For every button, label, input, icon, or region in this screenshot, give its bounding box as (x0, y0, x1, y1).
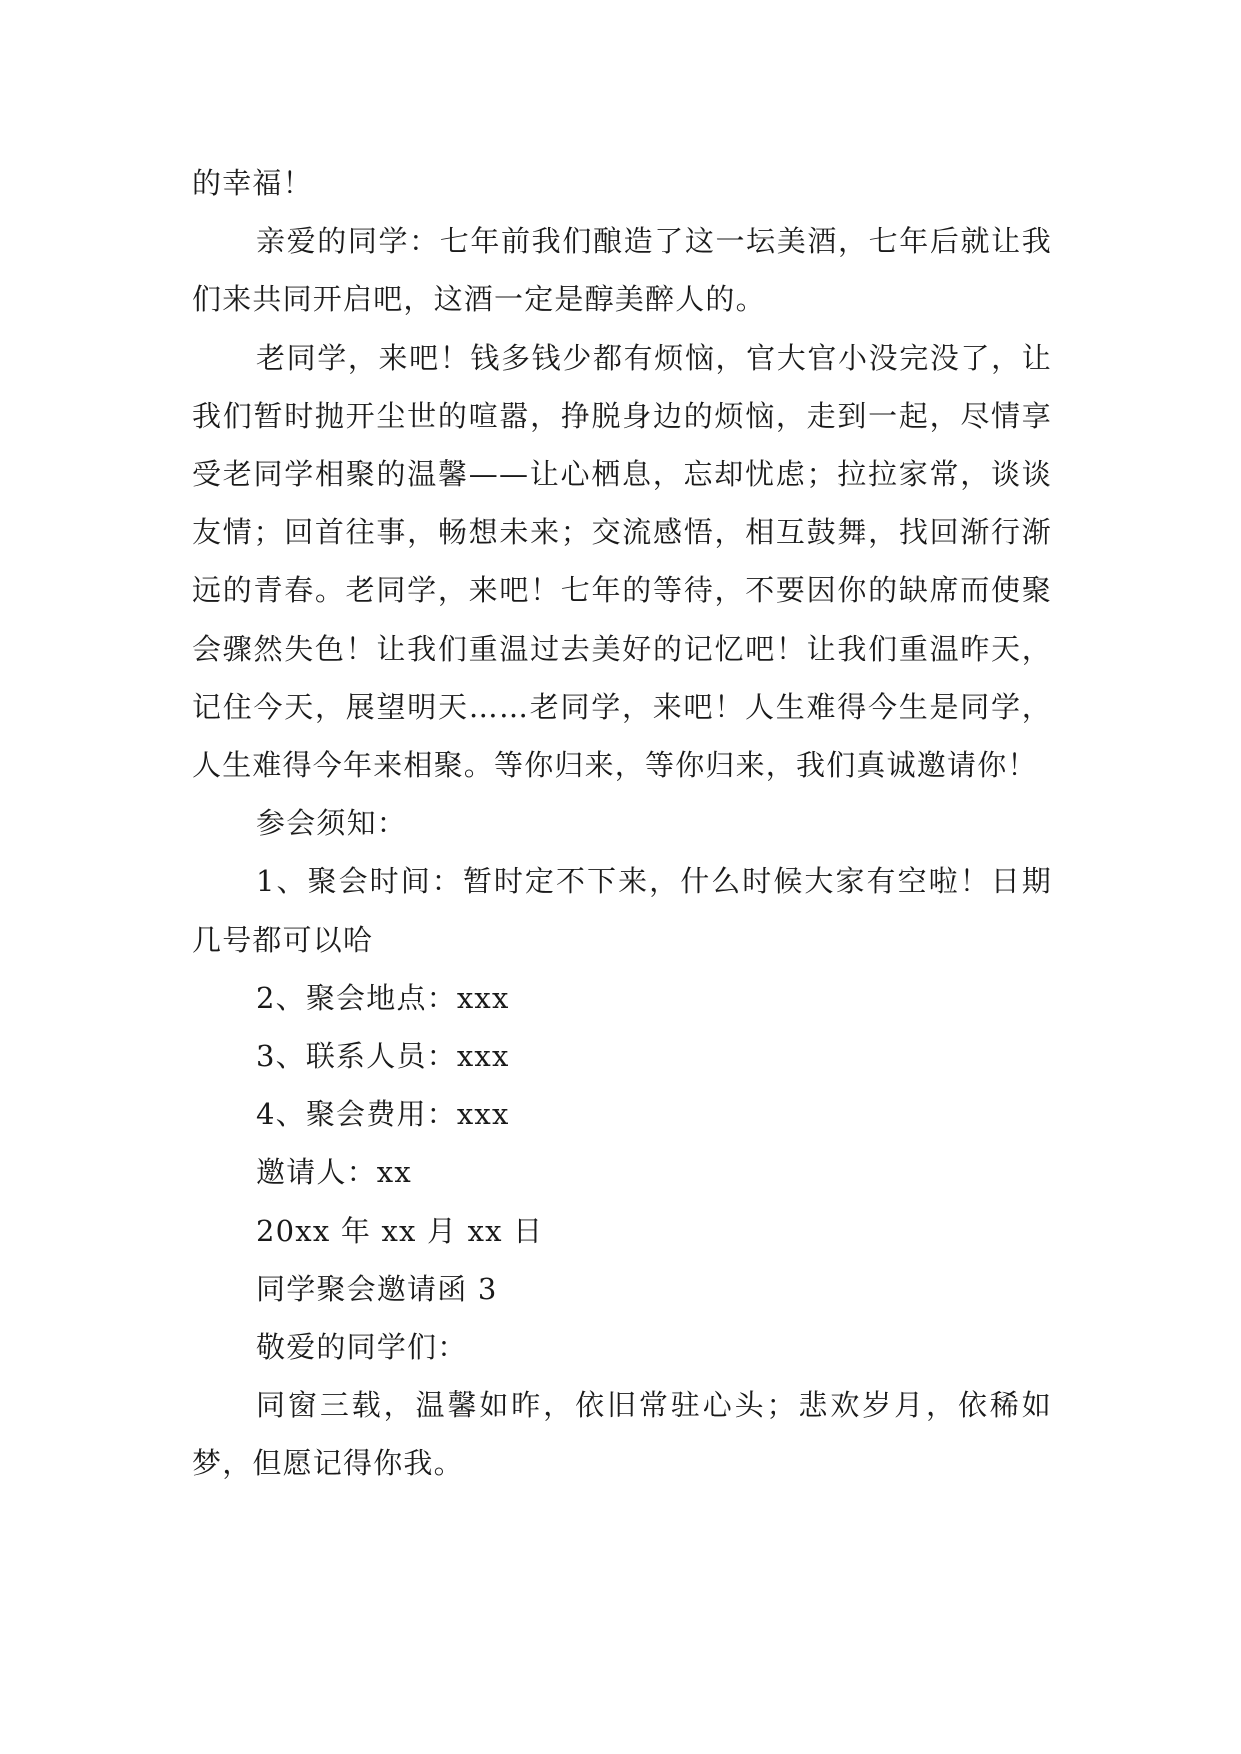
section-title-invitation-3: 同学聚会邀请函 3 (256, 1271, 498, 1306)
section-heading-notice: 参会须知： (256, 806, 408, 841)
paragraph-three-years: 同窗三载，温馨如昨，依旧常驻心头；悲欢岁月，依稀如梦，但愿记得你我。 (192, 1388, 1052, 1481)
paragraph-come-old-classmates: 老同学，来吧！钱多钱少都有烦恼，官大官小没完没了，让我们暂时抛开尘世的喧嚣，挣脱身边的烦恼，走到一起，尽情享受老同学相聚的温馨——让心栖息，忘却忧虑；拉拉家常，谈谈友情；回首往事，畅想未来；交流感悟，相互鼓舞，找回渐行渐远的青春。老同学，来吧！七年的等待，不要因你的缺席而使聚会骤然失色！让我们重温过去美好的记忆吧！让我们重温昨天，记住今天，展望明天……老同学，来吧！人生难得今生是同学，人生难得今年来相聚。等你归来，等你归来，我们真诚邀请你！ (192, 340, 1052, 783)
paragraph-closing-fragment: 的幸福！ (192, 166, 313, 200)
date-line: 20xx 年 xx 月 xx 日 (256, 1213, 544, 1248)
salutation-line: 敬爱的同学们： (256, 1330, 468, 1365)
paragraph-dear-classmates: 亲爱的同学：七年前我们酿造了这一坛美酒，七年后就让我们来共同开启吧，这酒一定是醇美醉人的。 (192, 224, 1052, 317)
inviter-line: 邀请人：xx (256, 1155, 412, 1190)
document-page (192, 154, 1052, 1493)
notice-item-contact: 3、联系人员：xxx (256, 1039, 510, 1074)
notice-item-fee: 4、聚会费用：xxx (256, 1097, 510, 1132)
notice-item-time: 1、聚会时间：暂时定不下来，什么时候大家有空啦！日期几号都可以哈 (192, 864, 1052, 957)
notice-item-location: 2、聚会地点：xxx (256, 980, 510, 1015)
